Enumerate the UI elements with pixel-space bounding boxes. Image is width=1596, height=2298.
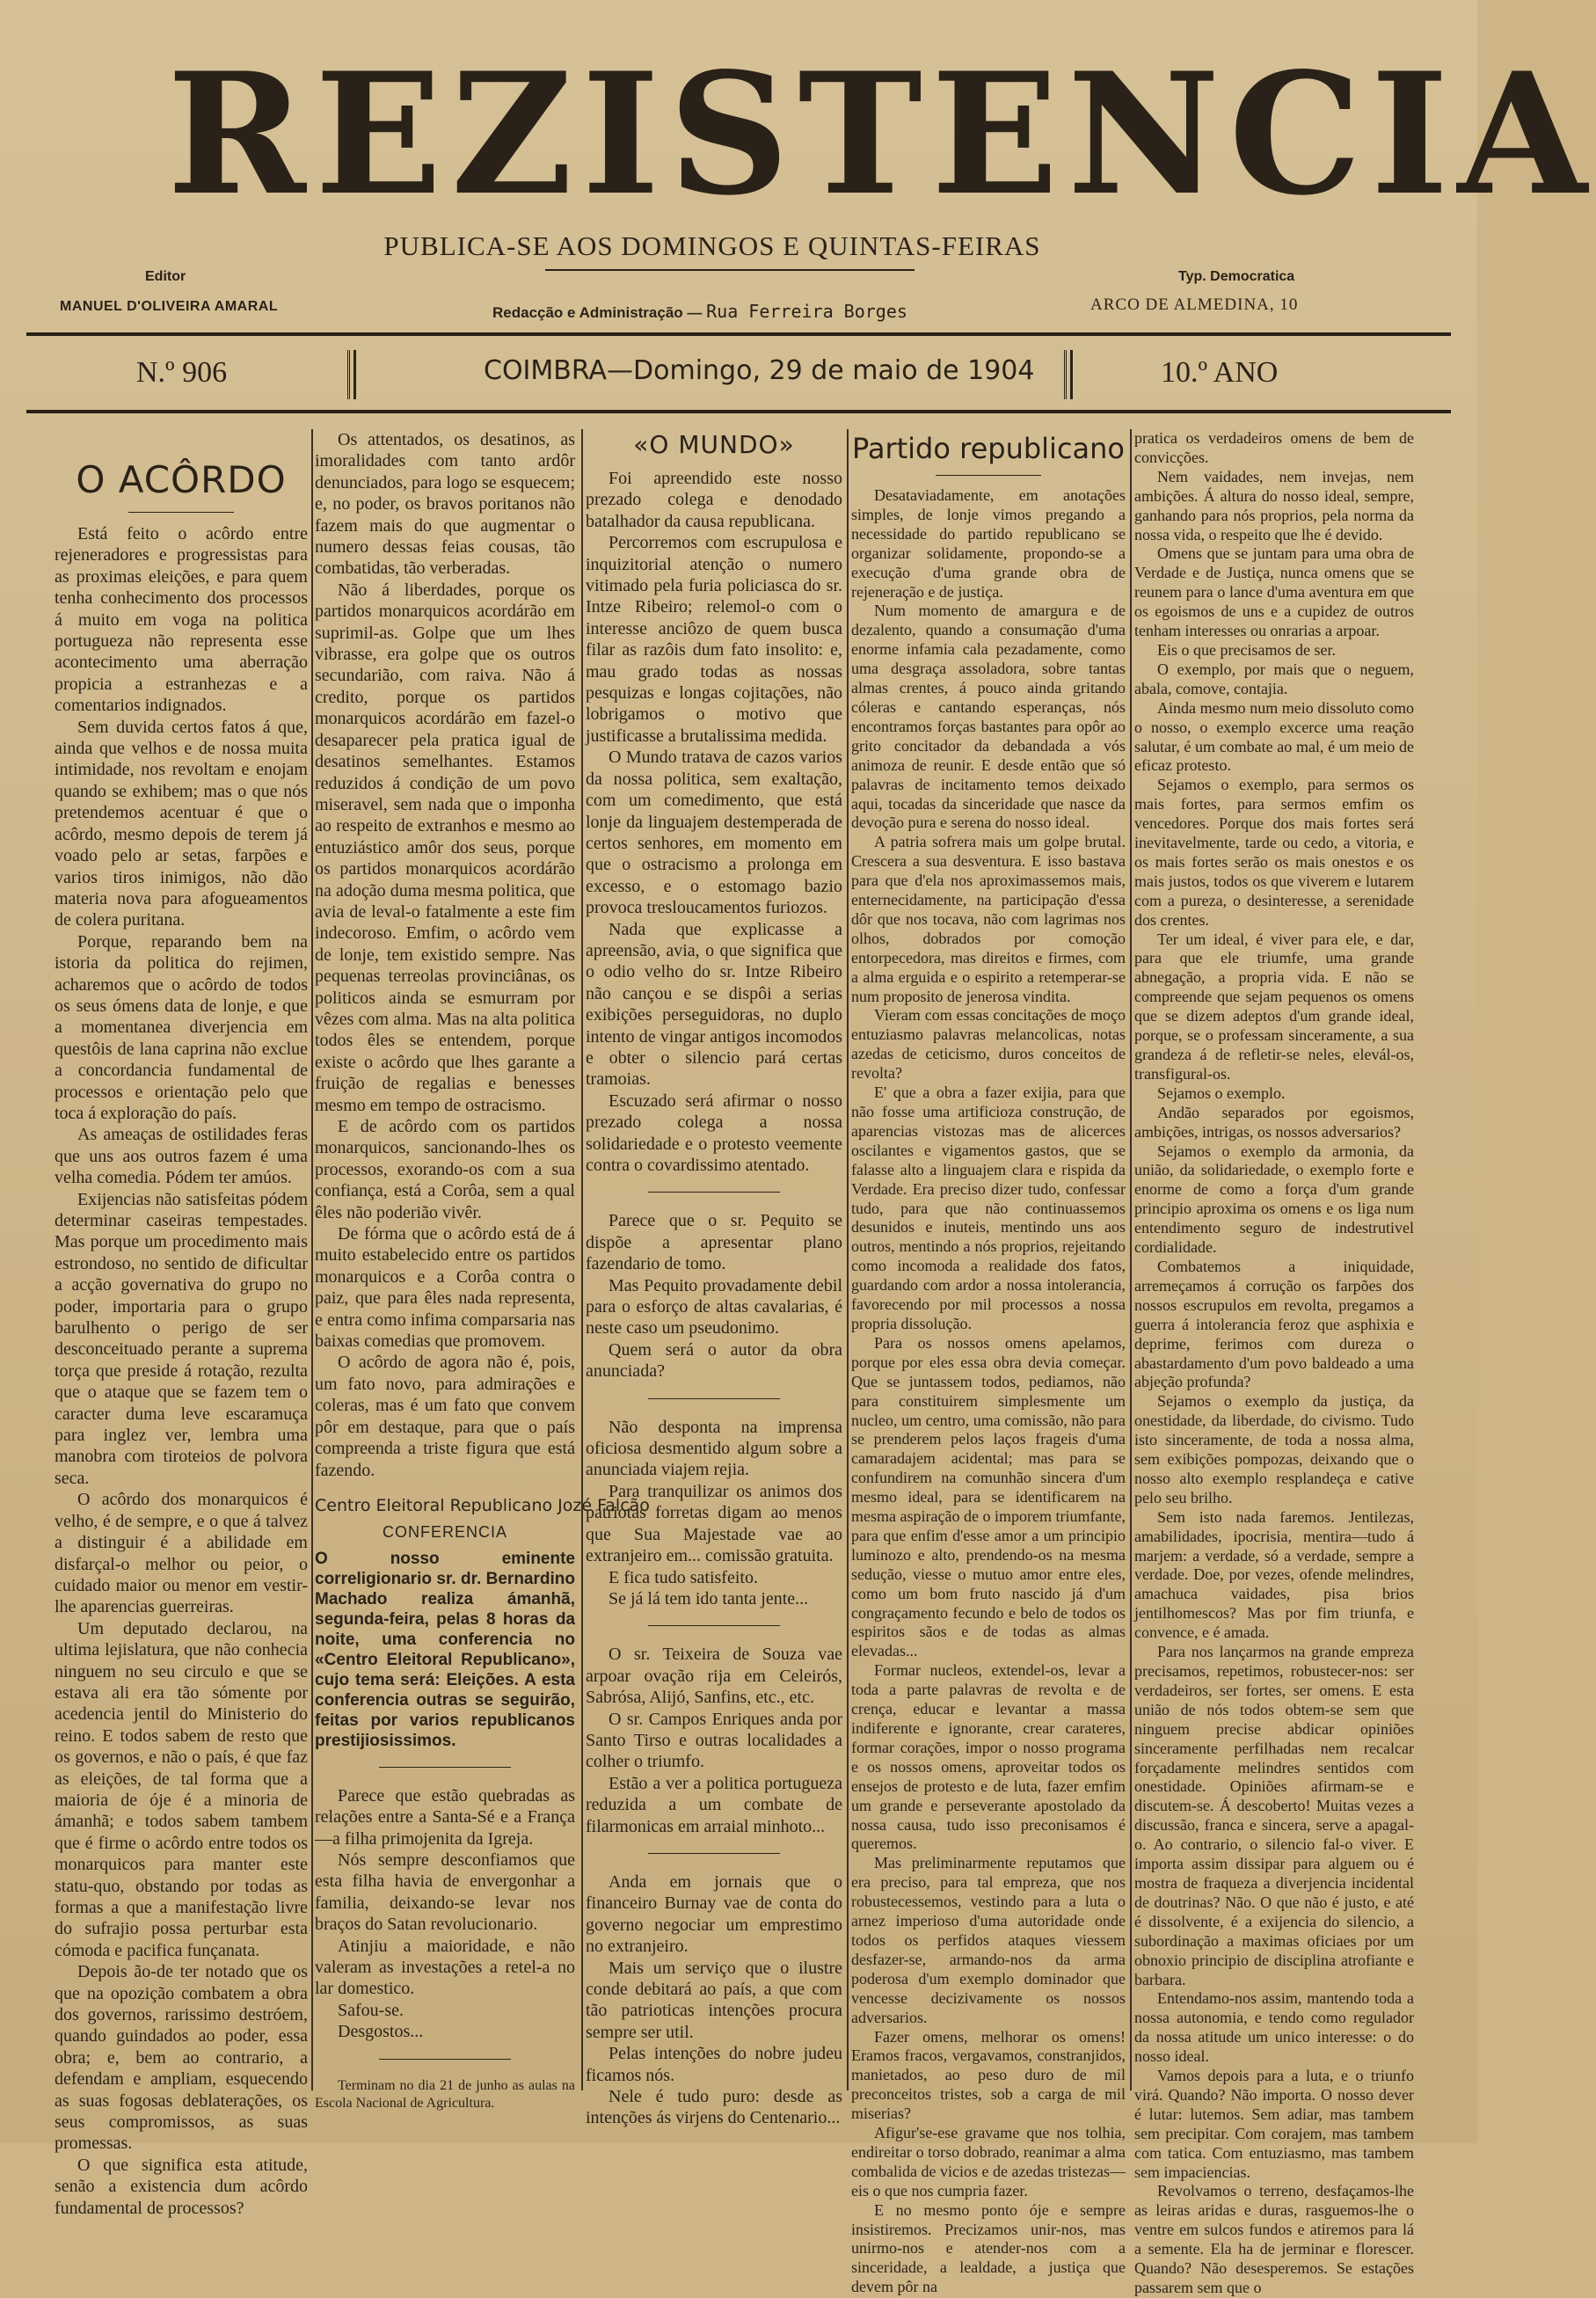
editor-label: Editor <box>145 269 186 284</box>
note-paragraph: Não desponta na imprensa oficiosa desmentido algum sobre a anunciada viajem rejia. <box>586 1417 842 1480</box>
masthead-subtitle: PUBLICA-SE AOS DOMINGOS E QUINTAS-FEIRAS <box>383 230 1041 261</box>
issue-date: COIMBRA—Domingo, 29 de maio de 1904 <box>484 355 1035 386</box>
article-paragraph: Sem isto nada faremos. Jentilezas, amabilidades, ipocrisia, mentira—tudo á marjem: a verdade, só a verdade, sempre a verdade. Doe, por vezes, ofende melindres, amachuca vaidades, pisa brios jentilhomescos? Mas por fim triunfa, e convence, e é amada. <box>1134 1507 1414 1642</box>
note-paragraph: Estão a ver a politica portugueza reduzida a um combate de filarmonicas em arraial minhoto... <box>586 1773 842 1836</box>
column-rule <box>581 429 583 2090</box>
article-paragraph: E no mesmo ponto óje e sempre insistiremos. Precizamos unir-nos, mas unirmo-nos e atender-nos com a sinceridade, a lealdade, a justiça que devem pôr na <box>851 2200 1126 2296</box>
article-paragraph: Um deputado declarou, na ultima lejislatura, que não conhecia ninguem no seu circulo e que se estava ali era tão sómente por acedencia jentil do Ministerio do reino. E todos sabem de resto que os governos, e não o país, é que faz as eleições, de tal forma que a maioria de óje é a minoria de ámanhã; e todos sabem tambem que é firme o acôrdo entre todos os monarquicos para manter este statu-quo, obstando por todas as formas a que a manifestação livre do sufrajio possa perturbar esta cómoda e pacifica funçanata. <box>55 1618 308 1960</box>
column-rule <box>847 429 849 2090</box>
note-paragraph: Nós sempre desconfiamos que esta filha havia de envergonhar a familia, deixando-se levar nos braços do Satan revolucionario. <box>315 1849 575 1935</box>
article-paragraph: O acôrdo dos monarquicos é velho, é de sempre, e o que á talvez a distinguir é a abilidade em disfarçal-o melhor ou peior, o cuidado maior ou menor em vestir-lhe aparencias guerreiras. <box>55 1490 308 1617</box>
article-title: Partido republicano <box>851 432 1125 465</box>
issue-band-bottom-rule <box>26 410 1451 413</box>
article-paragraph: Sejamos o exemplo da armonia, da união, da solidariedade, o exemplo forte e enorme de como a força d'um grande principio aproxima os omens e os liga num entendimento seguro de indestrutivel cordialidade. <box>1134 1142 1414 1257</box>
article-paragraph: Porque, reparando bem na istoria da politica do rejimen, acharemos que o acôrdo de todos os seus ómens data de lonje, e que a momentanea diverjencia em questôis de lana caprina não exclue a concordancia fundamental de processos e orientação pelo que toca á exploração do país. <box>55 931 308 1123</box>
section-rule <box>648 1398 780 1399</box>
article-paragraph: E de acôrdo com os partidos monarquicos, sancionando-lhes os processos, exorando-os com a sua confiança, está a Corôa, sem a qual êles não poderião vivêr. <box>315 1117 575 1222</box>
article-paragraph: Escuzado será afirmar o nosso prezado colega a nossa solidariedade e o protesto veemente contra o covardissimo atentado. <box>586 1091 842 1175</box>
article-paragraph: O acôrdo de agora não é, pois, um fato novo, para admirações e coleras, mas é um fato que convem pôr em destaque, para que o país compreenda a triste figura que está fazendo. <box>315 1353 575 1480</box>
article-paragraph: Sejamos o exemplo. <box>1157 1083 1286 1102</box>
note-paragraph: Desgostos... <box>338 2022 424 2042</box>
masthead-title: REZISTENCIA <box>167 36 1596 232</box>
note-paragraph: Safou-se. <box>338 2000 404 2020</box>
note-paragraph: Parece que o sr. Pequito se dispõe a apresentar plano fazendario de tomo. <box>586 1211 842 1274</box>
conferencia-heading: CONFERENCIA <box>382 1523 507 1542</box>
article-paragraph: Para nos lançarmos na grande empreza precisamos, repetimos, robustecer-nos: ser verdadeiros, ser fortes, ser omens. E esta união de nós todos obtem-se sem que ninguem precise abdicar opiniões sinceramente perfilhadas nem recalcar forçadamente melindres sentidos com onestidade. Opiniões afirmam-se e discutem-se. Á descoberto! Muitas vezes a discussão, franca e sincera, serve a apagal-o. Ao contrario, o silencio fal-o viver. E importa assim dissipar para alguem ou é mostra de fraqueza a diverjencia incidental de doutrinas? Não. O que não é justo, e até é dissolvente, é a exijencia do silencio, a subordinação a maximas oficiaes por um obnoxio principio de disciplina atrofiante e barbara. <box>1134 1643 1414 1988</box>
note-paragraph: E fica tudo satisfeito. <box>609 1567 758 1587</box>
section-rule <box>648 1192 780 1193</box>
issue-number: N.º 906 <box>136 356 228 389</box>
article-paragraph: A patria sofrera mais um golpe brutal. Crescera a sua desventura. E isso bastava para que d'ela nos aproximassemos mais, enternecidamente, na participação d'essa dôr que nos tocava, não com lagrimas nos olhos, dobrados por comoção entorpecedora, mas direitos e firmes, com a alma erguida e o espirito a retemperar-se num proposito de jenerosa vindita. <box>851 833 1126 1005</box>
issue-year: 10.º ANO <box>1161 356 1279 389</box>
note-paragraph: Atinjiu a maioridade, e não valeram as investações a retel-a no lar domestico. <box>315 1936 575 1999</box>
article-paragraph: Depois ão-de ter notado que os que na opozição combatem a obra dos governos, rarissimo destróem, quando guindados ao poder, essa obra; e, bem ao contrario, a defendam e ampliam, esquecendo as suas fogosas deblaterações, os seus compromissos, as suas promessas. <box>55 1962 308 2154</box>
redaccao-line <box>492 301 907 322</box>
article-paragraph: Ter um ideal, é viver para ele, e dar, para que ele triumfe, uma grande abnegação, a propria vida. E não se compreende que sejam pequenos os omens que se dizem adeptos d'um grande ideal, porque, se o professam sinceramente, a sua grandeza á de refletir-se neles, elevál-os, transfigural-os. <box>1134 930 1414 1083</box>
note-paragraph: Se já lá tem ido tanta jente... <box>609 1588 809 1609</box>
article-paragraph: O exemplo, por mais que o neguem, abala, comove, contajia. <box>1134 660 1414 697</box>
article-paragraph: Está feito o acôrdo entre rejeneradores e progressistas para as proximas eleições, e para quem tenha conhecimento dos processos á muito em voga na politica portugueza não representa esse acontecimento uma aberração propicia a estranhezas e a comentarios indignados. <box>55 524 308 716</box>
column-o-mundo <box>586 429 842 2128</box>
note-paragraph: O sr. Campos Enriques anda por Santo Tirso e outras localidades a colher o triumfo. <box>586 1709 842 1772</box>
article-paragraph: Foi apreendido este nosso prezado colega e denodado batalhador da causa republicana. <box>586 469 842 531</box>
redaccao-address: Rua Ferreira Borges <box>706 301 907 322</box>
issue-band-separator <box>1064 350 1073 399</box>
article-paragraph: Não á liberdades, porque os partidos monarquicos acordárão em suprimil-as. Golpe que um lhes vibrasse, era golpe que os outros secundarião, com raiva. Não á credito, porque os partidos monarquicos acordárão em fazel-o desaparecer pela pratica igual de desatinos semelhantes. Estamos reduzidos á condição de um povo miseravel, sem nada que o imponha ao respeito de extranhos e mesmo ao entuziástico amôr dos seus, porque os partidos monarquicos acordárão na adoção duma mesma politica, que avia de leval-o fatalmente a este fim indecoroso. Emfim, o acôrdo vem de lonje, tem existido sempre. Nas pequenas terreolas provinciânas, os politicos ainda se esmurram por vêzes com alma. Mas na alta politica todos êles se entendem, porque existe o acôrdo que lhes garante a fruição de regalias e benesses mesmo em tempo de ostracismo. <box>315 580 575 1115</box>
note-paragraph: Terminam no dia 21 de junho as aulas na Escola Nacional de Agricultura. <box>315 2077 575 2111</box>
issue-band-top-rule <box>26 332 1451 336</box>
section-rule <box>379 1767 511 1768</box>
column-partido-continuation <box>1134 429 1414 2296</box>
article-paragraph: Nada que explicasse a apreensão, avia, o que significa que o odio velho do sr. Intze Ribeiro não cançou e se dispôi a serias exibições perseguidoras, no duplo intento de vingar antigos incomodos e obter o silencio pará certas tramoias. <box>586 919 842 1090</box>
section-rule <box>379 2059 511 2060</box>
typ-label: Typ. Democratica <box>1178 269 1295 284</box>
editor-name: MANUEL D'OLIVEIRA AMARAL <box>60 299 279 314</box>
article-paragraph: Os attentados, os desatinos, as imoralidades com tanto ardôr denunciados, para logo se esquecem; e, no poder, os bravos poritanos não fazem mais do que augmentar o numero dessas feias cousas, tão combatidas, tão verberadas. <box>315 430 576 579</box>
article-paragraph: E' que a obra a fazer exijia, para que não fosse uma artificioza construção, de aparencias vistozas mas de alicerces oscilantes e vigamentos gastos, que se falasse alto a linguajem clara e rispida da Verdade. Era preciso dizer tudo, confessar tudo, para que não continuassemos desunidos e inuteis, mentindo uns aos outros, mentindo a nós proprios, rejeitando como incomoda a realidade dos fatos, guardando com ardor a nossa intolerancia, favorecendo por mil processos a nossa propria dissolução. <box>851 1083 1126 1332</box>
note-paragraph: Parece que estão quebradas as relações entre a Santa-Sé e a França—a filha primojenita da Igreja. <box>315 1785 575 1849</box>
article-title: «O MUNDO» <box>633 430 795 459</box>
column-partido-republicano <box>851 429 1126 2296</box>
title-rule <box>128 512 234 513</box>
article-paragraph: Vieram com essas concitações de moço entuziasmo palavras melancolicas, notas azedas de ceticismo, duros conceitos de revolta? <box>851 1006 1126 1083</box>
article-paragraph: Sejamos o exemplo, para sermos os mais fortes, para sermos emfim os vencedores. Porque dos mais fortes será inevitavelmente, tarde ou cedo, a vitoria, e os mais fortes serão os mais onestos e os mais justos, todos os que viverem e lutarem com a pureza, o desinteresse, a serenidade dos crentes. <box>1134 776 1414 929</box>
section-rule <box>648 1853 780 1854</box>
article-paragraph: Nem vaidades, nem invejas, nem ambições. Á altura do nosso ideal, sempre, ganhando para nós proprios, pela norma da nossa vida, o respeito que lhe é devido. <box>1134 467 1414 543</box>
article-paragraph: Sem duvida certos fatos á que, ainda que velhos e de nossa muita intimidade, nos revoltam e enojam quando se exhibem; mas o que nós pretendemos acentuar é que o acôrdo, mesmo depois de terem já voado pelo ar setas, farpões e varios tiros inimigos, não dão materia nova para afogueamentos de colera puritana. <box>55 717 308 930</box>
note-paragraph: Mais um serviço que o ilustre conde debitará ao país, a que com tão patrioticas intenções procura sempre ser util. <box>586 1958 842 2042</box>
article-paragraph: pratica os verdadeiros omens de bem de convicções. <box>1134 429 1414 466</box>
article-paragraph: Formar nucleos, extendel-os, levar a toda a parte palavras de revolta e de crença, educar e levantar a massa indiferente e ignorante, crear carateres, formar corações, impor o nosso programa e os nossos omens, aproveitar todos os ensejos de protesto e de luta, fazer emfim um grande e perseverante apostolado da nossa causa, tudo isso preconisamos é queremos. <box>851 1661 1126 1853</box>
article-paragraph: Mas preliminarmente reputamos que era preciso, para tal empreza, que nos robustecessemos, vestindo para a luta o arnez imperioso d'uma autoridade onde todos os perfidos ataques viessem desfazer-se, armando-nos da arma poderosa d'um exemplo dominador que vencesse decizivamente os nossos adversarios. <box>851 1854 1126 2026</box>
article-paragraph: Ainda mesmo num meio dissoluto como o nosso, o exemplo excerce uma reação salutar, é um combate ao mal, é um meio de eficaz protesto. <box>1134 698 1414 775</box>
article-paragraph: As ameaças de ostilidades feras que uns aos outros fazem é uma velha comedia. Pódem ter amúos. <box>55 1125 308 1188</box>
article-paragraph: Percorremos com escrupulosa e inquizitorial atenção o numero vitimado pela furia policiasca do sr. Intze Ribeiro; relemol-o com o interesse anciôzo de quem busca filar as razôis dum fato insolito: e, mau grado todas as nossas pesquizas e longas cojitações, não lobrigamos o motivo que justificasse a brutalissima medida. <box>586 533 842 746</box>
article-paragraph: Andão separados por egoismos, ambições, intrigas, os nossos adversarios? <box>1134 1103 1414 1141</box>
article-paragraph: Combatemos a iniquidade, arremeçamos á corrução os farpões dos nossos escrupulos em revolta, pregamos a guerra á intolerancia feroz que asphixia e deprime, ferimos com dureza o abastardamento d'um povo baldeado a uma abjeção profunda? <box>1134 1257 1414 1391</box>
note-paragraph: O sr. Teixeira de Souza vae arpoar ovação rija em Celeirós, Sabrósa, Alijó, Sanfins, etc., etc. <box>586 1645 842 1708</box>
redaccao-label: Redacção e Administração — <box>492 304 703 321</box>
article-paragraph: Eis o que precisamos de ser. <box>1157 640 1336 659</box>
article-paragraph: Entendamo-nos assim, mantendo toda a nossa autonomia, e tendo como regulador da nossa atitude um unico interesse: o do nosso ideal. <box>1134 1989 1414 2066</box>
article-paragraph: Fazer omens, melhorar os omens! Eramos fracos, vergavamos, constranjidos, manietados, ao peso duro de mil preconceitos tristes, sob a carga de mil miserias? <box>851 2027 1126 2123</box>
column-continuation <box>315 429 650 2111</box>
article-paragraph: O Mundo tratava de cazos varios da nossa politica, sem exaltação, com um comedimento, que está lonje da linguajem destemperada de certos senhores, em momento em que o ostracismo a prolonga em excesso, e o estomago bazio provoca tresloucamentos furiozos. <box>586 748 842 918</box>
section-rule <box>648 1625 780 1626</box>
column-rule <box>311 429 313 2090</box>
issue-band-separator <box>347 350 356 399</box>
subtitle-rule <box>545 269 915 271</box>
note-paragraph: Para tranquilizar os animos dos patriotas forretas digam ao menos que Sua Majestade vae ao extranjeiro em... comissão gratuita. <box>586 1481 842 1566</box>
article-paragraph: Para os nossos omens apelamos, porque por eles essa obra devia começar. Que se juntassem todos, pediamos, não para constituirem simplesmente um nucleo, um centro, uma comissão, não para se prenderem pelos laços frageis d'uma camaradajem acidental; mas para se confundirem na comunhão sincera d'um mesmo ideal, para se identificarem na mesma aspiração de o imporem triumfante, para que enfim d'esse amor a um principio luminozo e alto, prendendo-os na mesma sedução, viesse o mutuo amor entre eles, como um bom fruto nascido já d'um congraçamento fecundo e belo de todos os espiritos sãos e de todas as almas elevadas... <box>851 1333 1126 1660</box>
article-paragraph: Exijencias não satisfeitas pódem determinar caseiras tempestades. Mas porque um procedimento mais estrondoso, no sentido de dificultar a acção governativa do grupo no poder, importaria para o grupo barulhento o perigo de ser desconceituado perante a suprema torça que preside á rotação, rezulta que o ataque que se fazem tem o caracter duma leve escaramuça para inglez ver, lembra uma manobra com tiroteios de polvora seca. <box>55 1189 308 1488</box>
column-rule <box>1130 429 1132 2090</box>
typ-address: ARCO DE ALMEDINA, 10 <box>1090 295 1299 314</box>
article-title: O ACÔRDO <box>76 458 287 501</box>
note-paragraph: Mas Pequito provadamente debil para o esforço de altas cavalarias, é neste caso um pseudonimo. <box>586 1275 842 1339</box>
article-paragraph: Num momento de amargura e de dezalento, quando a consumação d'uma enorme infamia cala pezadamente, como uma desgraça assoladora, sobre tantas almas crentes, á pouco ainda gritando cóleras e cantando esperanças, nós encontramos forças bastantes para opôr ao grito concitador da debandada a vós animoza de reunir. E desde então que só palavras de incitamento temos deixado aqui, tocadas da sinceridade que nasce da devoção pura e serena do nosso ideal. <box>851 602 1126 832</box>
conferencia-notice: O nosso eminente correligionario sr. dr. Bernardino Machado realiza ámanhã, segunda-feira, pelas 8 horas da noite, uma conferencia no «Centro Eleitoral Republicano», cujo tema será: Eleições. A esta conferencia outras se seguirão, feitas por varios republicanos prestijiosissimos. <box>315 1549 575 1750</box>
title-rule <box>936 475 1041 476</box>
note-paragraph: Nele é tudo puro: desde as intenções ás virjens do Centenario... <box>586 2087 842 2128</box>
article-paragraph: Omens que se juntam para uma obra de Verdade e de Justiça, nunca omens que se reunem para o lance d'uma aventura em que os egoismos de uns e a cupidez de outros tenham interesses ou onrarias a arpoar. <box>1134 544 1414 640</box>
article-paragraph: Afigur'se-ese gravame que nos tolhia, endireitar o torso dobrado, reanimar a alma combalida de vicios e de azedas tristezas—eis o que nos cumpria fazer. <box>851 2124 1126 2200</box>
centro-eleitoral-heading: Centro Eleitoral Republicano Jozé Falcão <box>315 1495 650 1515</box>
article-paragraph: Vamos depois para a luta, e o triunfo virá. Quando? Não importa. O nosso dever é lutar: lutemos. Sem adiar, mas tambem sem precipitar. Com corajem, mas tambem com tatica. Com entuziasmo, mas tambem sem impaciencias. <box>1134 2067 1414 2181</box>
article-paragraph: O que significa esta atitude, senão a existencia dum acôrdo fundamental de processos? <box>55 2155 308 2218</box>
note-paragraph: Anda em jornais que o financeiro Burnay vae de conta do governo negociar um emprestimo no extranjeiro. <box>586 1871 842 1957</box>
column-acordo <box>55 429 308 2218</box>
article-paragraph: De fórma que o acôrdo está de á muito estabelecido entre os partidos monarquicos e a Corôa contra o paiz, que para êles nada representa, e entra como infima comparsaria nas baixas comedias que promovem. <box>315 1224 575 1352</box>
article-paragraph: Revolvamos o terreno, desfaçamos-lhe as leiras aridas e duras, rasguemos-lhe o ventre em sulcos fundos e atiremos para lá a semente. Ela ha de jerminar e florescer. Quando? Não desesperemos. Se estações passarem sem que o <box>1134 2182 1414 2296</box>
note-paragraph: Quem será o autor da obra anunciada? <box>586 1339 842 1382</box>
note-paragraph: Pelas intenções do nobre judeu ficamos nós. <box>586 2044 842 2085</box>
article-paragraph: Desataviadamente, em anotações simples, de lonje vimos pregando a necessidade do partido republicano se organizar solidamente, propondo-se a execução d'uma grande obra de rejeneração e de justiça. <box>851 486 1126 601</box>
article-paragraph: Sejamos o exemplo da justiça, da onestidade, da liberdade, do civismo. Tudo isto sinceramente, de toda a nossa alma, sem exibições pompozas, deixando que o nosso alto exemplo resplandeça e cative pelo seu brilho. <box>1134 1392 1414 1506</box>
